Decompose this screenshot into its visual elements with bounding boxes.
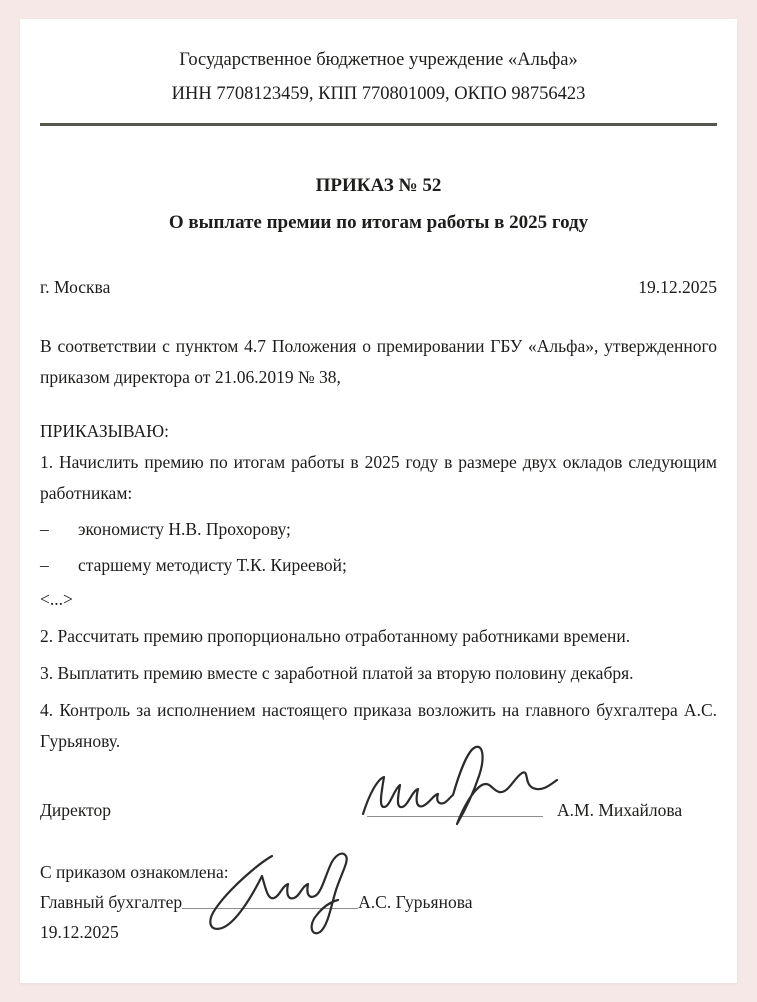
signature-line xyxy=(367,815,543,817)
order-item-2: 2. Рассчитать премию пропорционально отработанному работниками времени. xyxy=(40,626,631,646)
order-title: ПРИКАЗ № 52 xyxy=(315,175,442,196)
acknowledgement-block xyxy=(40,857,717,947)
accountant-signature-row xyxy=(40,887,717,917)
acknowledgement-intro: С приказом ознакомлена: xyxy=(40,862,229,882)
city-label: г. Москва xyxy=(40,277,111,297)
dash-marker: – xyxy=(40,519,49,539)
order-item-1: 1. Начислить премию по итогам работы в 2025 году в размере двух окладов следующим работникам: xyxy=(40,452,717,503)
director-signature-row xyxy=(40,797,717,823)
dash-marker: – xyxy=(40,555,49,575)
accountant-role-label: Главный бухгалтер xyxy=(40,892,183,912)
list-item-text: старшему методисту Т.К. Киреевой; xyxy=(78,555,347,575)
order-subject: О выплате премии по итогам работы в 2025 году xyxy=(168,212,589,233)
list-item xyxy=(40,550,717,581)
organization-name: Государственное бюджетное учреждение «Альфа» xyxy=(179,50,578,70)
accountant-name: А.С. Гурьянова xyxy=(358,892,473,912)
order-date: 19.12.2025 xyxy=(638,277,717,297)
signature-line xyxy=(182,907,358,909)
organization-details: ИНН 7708123459, КПП 770801009, ОКПО 98756423 xyxy=(171,84,586,104)
preamble-paragraph: В соответствии с пунктом 4.7 Положения о премировании ГБУ «Альфа», утвержденного приказом директора от 21.06.2019 № 38, xyxy=(40,336,717,387)
director-name: А.М. Михайлова xyxy=(557,800,683,820)
order-document xyxy=(20,19,737,983)
meta-row xyxy=(40,275,717,299)
document-header xyxy=(40,43,717,111)
header-divider xyxy=(40,123,717,126)
directive-word: ПРИКАЗЫВАЮ: xyxy=(40,421,169,441)
order-item-3: 3. Выплатить премию вместе с заработной платой за вторую половину декабря. xyxy=(40,663,634,683)
omission-mark: <...> xyxy=(40,589,73,609)
list-item xyxy=(40,514,717,545)
list-item-text: экономисту Н.В. Прохорову; xyxy=(78,519,291,539)
order-item-4: 4. Контроль за исполнением настоящего приказа возложить на главного бухгалтера А.С. Гурьянову. xyxy=(40,700,717,751)
director-role-label: Директор xyxy=(40,800,112,820)
acknowledgement-date: 19.12.2025 xyxy=(40,922,119,942)
